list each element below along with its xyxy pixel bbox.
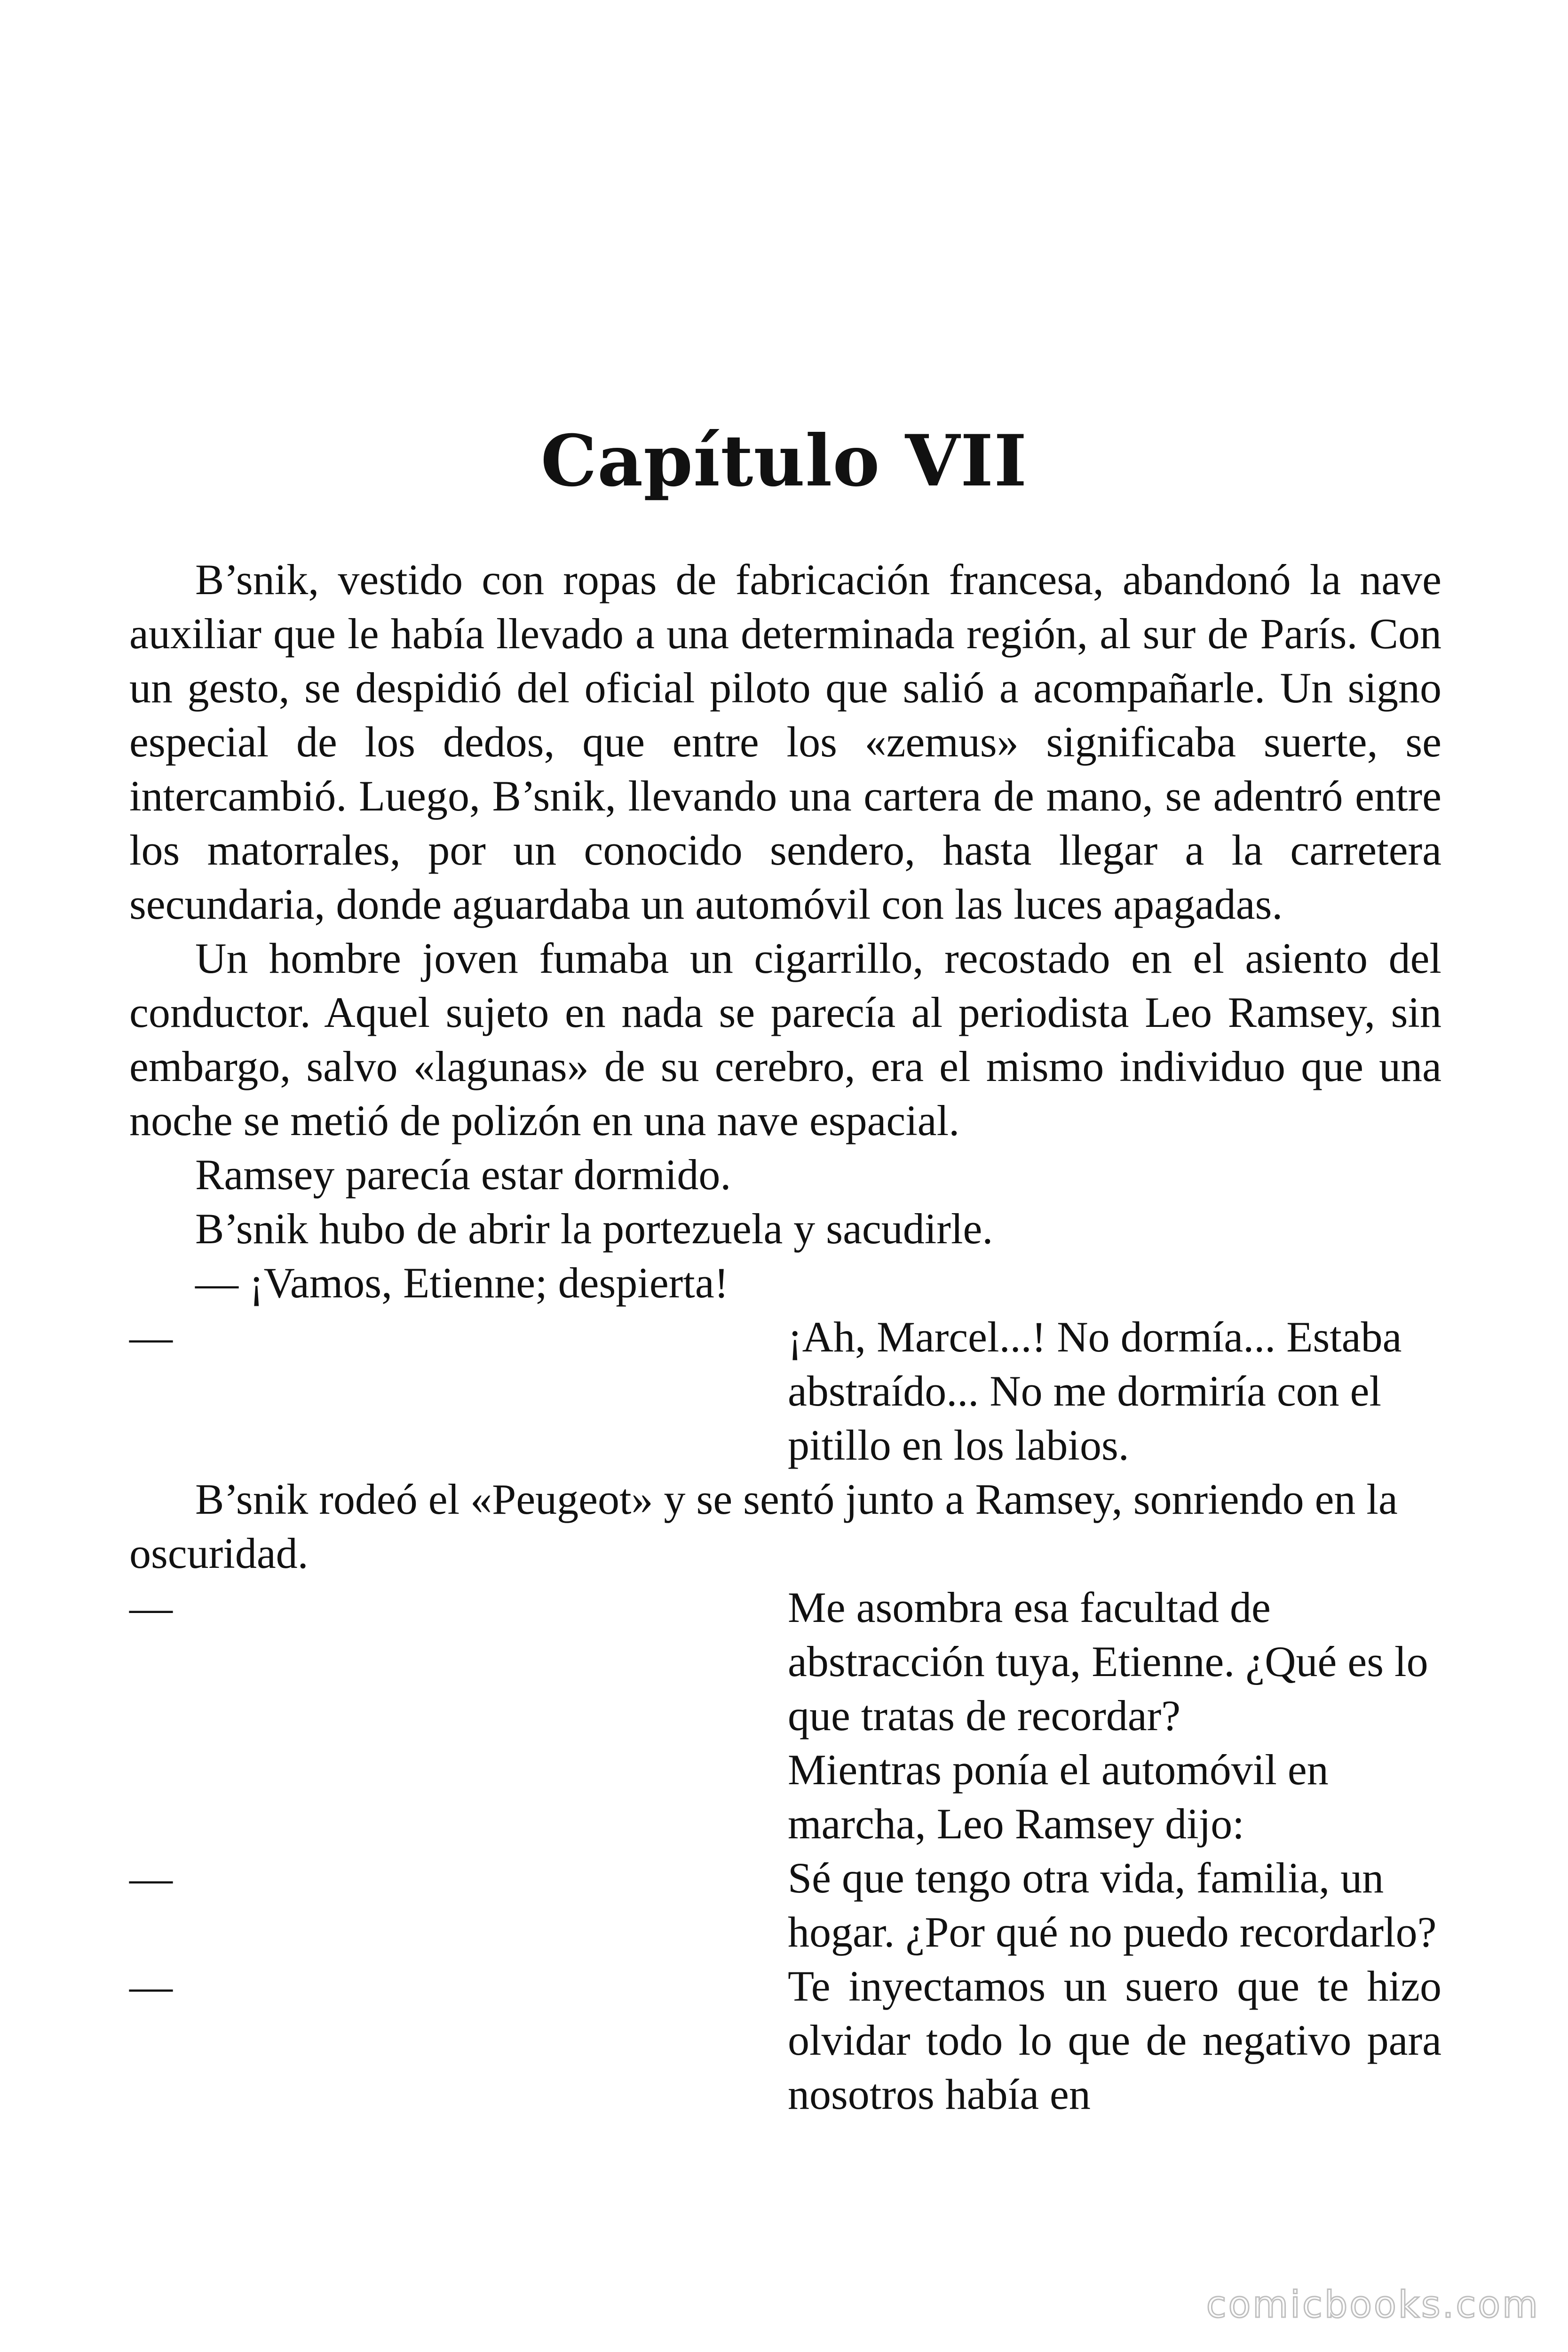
paragraph: — ¡Vamos, Etienne; despierta! bbox=[195, 1259, 729, 1307]
paragraph: B’snik, vestido con ropas de fabricación francesa, abandonó la nave auxiliar que le había llevado a una determinada región, al sur de París. Con un gesto, se despidió del oficial piloto que salió a acompañarle. Un signo especial de los dedos, que entre los «zemus» significaba suerte, se intercambió. Luego, B’snik, llevando una cartera de mano, se adentró entre los matorrales, por un conocido sendero, hasta llegar a la carretera secundaria, donde aguardaba un automóvil con las luces apagadas. bbox=[129, 556, 1441, 928]
paragraph: Un hombre joven fumaba un cigarrillo, recostado en el asiento del conductor. Aquel sujeto en nada se parecía al periodista Leo Ramsey, sin embargo, salvo «lagunas» de su cerebro, era el mismo individuo que una noche se metió de polizón en una nave espacial. bbox=[129, 934, 1441, 1144]
dialog-text: Sé que tengo otra vida, familia, un hogar. ¿Por qué no puedo recordarlo? bbox=[788, 1854, 1437, 1956]
paragraph: B’snik hubo de abrir la portezuela y sacudirle. bbox=[195, 1205, 993, 1253]
paragraph: Ramsey parecía estar dormido. bbox=[195, 1151, 731, 1199]
dialog-text: Te inyectamos un suero que te hizo olvidar todo lo que de negativo para nosotros había en bbox=[788, 1962, 1441, 2118]
dialog-line bbox=[129, 1581, 1441, 1743]
dialog-dash: — bbox=[129, 1854, 173, 1902]
dialog-dash: — bbox=[129, 1583, 173, 1631]
dialog-text: Me asombra esa facultad de abstracción tuya, Etienne. ¿Qué es lo que tratas de recordar? bbox=[788, 1583, 1428, 1740]
dialog-dash: — bbox=[129, 1962, 173, 2010]
chapter-title: Capítulo VII bbox=[540, 420, 1028, 502]
dialog-continuation: Mientras ponía el automóvil en marcha, Leo Ramsey dijo: bbox=[788, 1746, 1329, 1848]
dialog-line bbox=[129, 1310, 1441, 1472]
chapter-body bbox=[129, 553, 1441, 2122]
dialog-line bbox=[129, 1959, 1441, 2122]
dialog-text: ¡Ah, Marcel...! No dormía... Estaba abstraído... No me dormiría con el pitillo en los labios. bbox=[788, 1313, 1402, 1469]
paragraph: B’snik rodeó el «Peugeot» y se sentó junto a Ramsey, sonriendo en la oscuridad. bbox=[129, 1475, 1398, 1577]
dialog-line bbox=[129, 1851, 1441, 1959]
dialog-dash: — bbox=[129, 1313, 173, 1361]
watermark: comicbooks.com bbox=[1206, 2284, 1540, 2326]
